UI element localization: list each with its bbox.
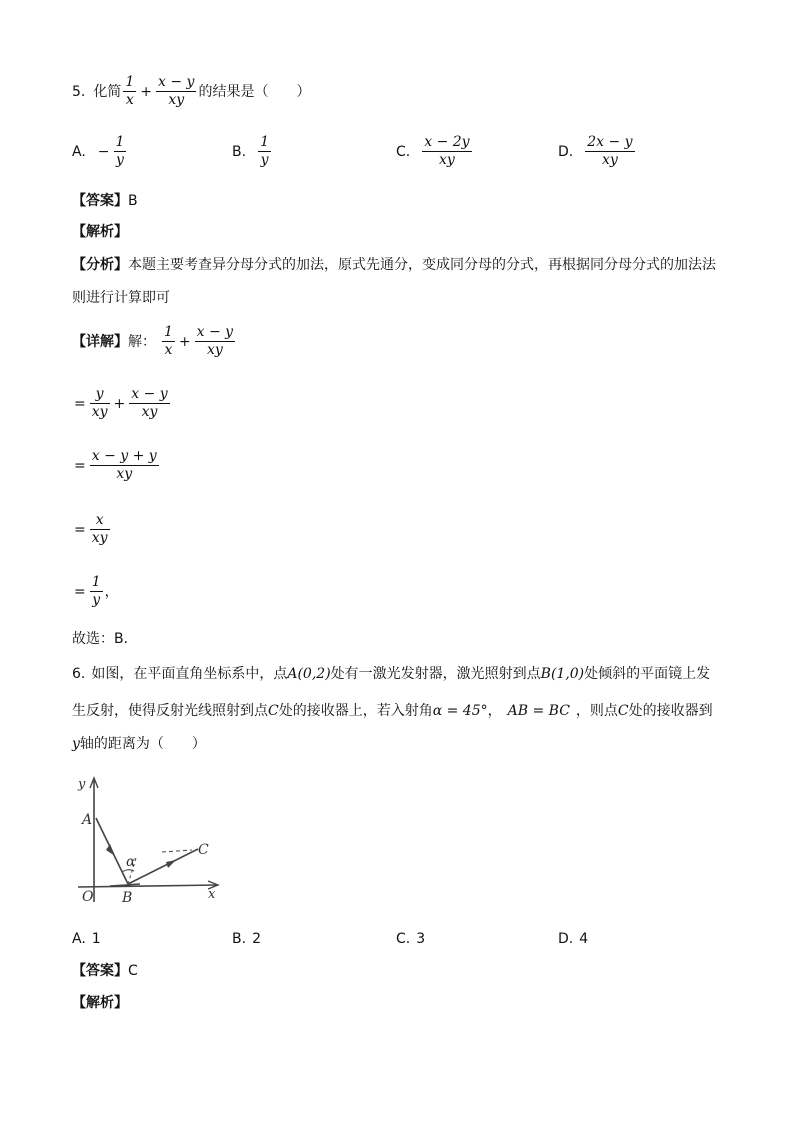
q5-conclusion: [72, 632, 138, 646]
q5-option-b[interactable]: [232, 134, 273, 169]
q6-option-b[interactable]: [232, 932, 261, 946]
q5-fraction-1: [123, 74, 136, 109]
denominator: y: [260, 152, 269, 168]
q5-answer: [72, 194, 138, 208]
q5-analysis-tag: [72, 225, 128, 239]
equals-sign: =: [74, 457, 86, 474]
q5-fraction-2: [156, 74, 196, 109]
denominator: xy: [141, 404, 158, 420]
numerator: x: [95, 512, 104, 528]
q6-text: 处的接收器到: [628, 703, 713, 719]
step-fraction-2: [129, 386, 169, 421]
option-label: C.: [396, 143, 411, 160]
minus-sign: −: [97, 143, 110, 160]
option-value: 2: [252, 931, 261, 947]
option-label: C.: [396, 931, 411, 947]
incident-ray-arrow: [106, 844, 115, 856]
answer-tag: 【答案】: [72, 193, 128, 209]
numerator: 1: [115, 134, 125, 150]
q5-fenxi-line-2: [72, 291, 170, 305]
point-b: B(1,0): [540, 666, 585, 682]
step-fraction-1: [90, 386, 110, 421]
step-fraction: [90, 448, 159, 483]
q6-line-1: [72, 667, 710, 681]
label-y: y: [78, 777, 86, 792]
answer-value: C: [128, 963, 138, 979]
reflected-ray: [128, 849, 198, 884]
step-fraction: [90, 574, 103, 609]
denominator: y: [92, 592, 101, 608]
label-alpha: α: [126, 854, 136, 870]
q6-text: 生反射，使得反射光线照射到点: [72, 703, 268, 719]
numerator: 1: [91, 574, 101, 590]
q5-step-3: [72, 512, 112, 547]
label-o: O: [82, 889, 94, 905]
option-label: B.: [232, 931, 247, 947]
reflected-ray-arrow: [166, 860, 176, 868]
option-label: D.: [558, 143, 574, 160]
option-fraction: [422, 134, 471, 169]
numerator: x − y: [196, 324, 234, 340]
angle-value: α = 45°: [432, 703, 488, 719]
denominator: xy: [91, 404, 108, 420]
q5-option-a[interactable]: [72, 134, 128, 169]
point-a: A(0,2): [287, 666, 331, 682]
q6-option-d[interactable]: [558, 932, 588, 946]
y-axis-symbol: y: [72, 736, 80, 752]
q6-line-3: [72, 737, 206, 751]
answer-value: B: [128, 193, 138, 209]
q6-text: 处有一激光发射器，激光照射到点: [330, 666, 541, 682]
fenxi-text: 本题主要考查异分母分式的加法，原式先通分，变成同分母的分式，再根据同分母分式的加法法: [128, 257, 716, 273]
q6-number: 6.: [72, 666, 86, 682]
numerator: 1: [164, 324, 173, 340]
denominator: xy: [602, 152, 618, 168]
fenxi-text: 则进行计算即可: [72, 290, 170, 306]
q6-text: ，则点: [575, 703, 618, 719]
q6-line-2: [72, 704, 713, 718]
fenxi-tag: 【分析】: [72, 257, 128, 273]
q5-step-1: [72, 386, 172, 421]
option-fraction: [585, 134, 634, 169]
numerator: 1: [260, 134, 269, 150]
segment-equality: AB = BC: [507, 703, 570, 719]
denominator: xy: [439, 152, 455, 168]
q5-number: 5.: [72, 83, 86, 100]
q6-text: 轴的距离为（ ）: [79, 736, 206, 752]
q5-detail-line: [72, 324, 237, 359]
numerator: 1: [125, 74, 135, 90]
q6-text: 处倾斜的平面镜上发: [584, 666, 711, 682]
detail-fraction-2: [195, 324, 235, 359]
q5-fenxi-line-1: [72, 258, 716, 272]
label-b: B: [122, 890, 133, 906]
q6-text: 处的接收器上，若入射角: [278, 703, 433, 719]
denominator: y: [116, 152, 124, 168]
detail-prefix: 解：: [128, 333, 156, 350]
comma: ，: [104, 583, 119, 600]
option-fraction: [114, 134, 127, 169]
answer-tag: 【答案】: [72, 963, 128, 979]
label-c: C: [198, 842, 209, 858]
point-c: C: [617, 703, 629, 719]
q5-option-d[interactable]: [558, 134, 637, 169]
q6-analysis-tag: [72, 996, 128, 1010]
point-c: C: [268, 703, 279, 719]
q5-step-4: [72, 574, 119, 609]
q5-prefix: 化简: [93, 83, 122, 100]
option-label: B.: [232, 143, 247, 160]
conclusion-text: 故选：B．: [72, 631, 138, 647]
equals-sign: =: [74, 395, 86, 412]
denominator: x: [125, 92, 134, 108]
plus-sign: +: [140, 83, 153, 100]
q6-option-c[interactable]: [396, 932, 425, 946]
q6-text: 如图，在平面直角坐标系中，点: [91, 666, 288, 682]
numerator: x − y: [131, 386, 168, 402]
option-label: A.: [72, 931, 86, 947]
analysis-tag: 【解析】: [72, 995, 128, 1011]
q5-suffix: 的结果是（ ）: [198, 83, 311, 100]
plus-sign: +: [178, 333, 191, 350]
numerator: x − y + y: [91, 448, 157, 464]
option-value: 4: [579, 931, 589, 947]
equals-sign: =: [74, 521, 86, 538]
q6-option-a[interactable]: [72, 932, 101, 946]
step-fraction: [90, 512, 110, 547]
option-label: A.: [72, 143, 86, 160]
denominator: x: [164, 342, 173, 358]
denominator: xy: [168, 92, 185, 108]
q6-coordinate-figure: [70, 770, 230, 910]
option-value: 3: [416, 931, 426, 947]
numerator: x − 2y: [424, 134, 470, 150]
equals-sign: =: [74, 583, 86, 600]
numerator: x − y: [158, 74, 195, 90]
denominator: xy: [116, 466, 133, 482]
analysis-tag: 【解析】: [72, 224, 128, 240]
q5-stem: [72, 74, 310, 109]
denominator: xy: [91, 530, 108, 546]
option-label: D.: [558, 931, 574, 947]
plus-sign: +: [113, 395, 126, 412]
option-fraction: [258, 134, 271, 169]
option-value: 1: [91, 931, 101, 947]
guide-line: [162, 850, 192, 852]
label-a: A: [82, 812, 93, 828]
q6-text: ，: [487, 703, 502, 719]
detail-fraction-1: [162, 324, 175, 359]
numerator: y: [95, 386, 104, 402]
detail-tag: 【详解】: [72, 333, 128, 350]
q5-option-c[interactable]: [396, 134, 474, 169]
q6-answer: [72, 964, 138, 978]
label-x: x: [208, 887, 216, 902]
denominator: xy: [206, 342, 223, 358]
numerator: 2x − y: [587, 134, 633, 150]
x-axis: [78, 885, 218, 887]
q5-step-2: [72, 448, 161, 483]
